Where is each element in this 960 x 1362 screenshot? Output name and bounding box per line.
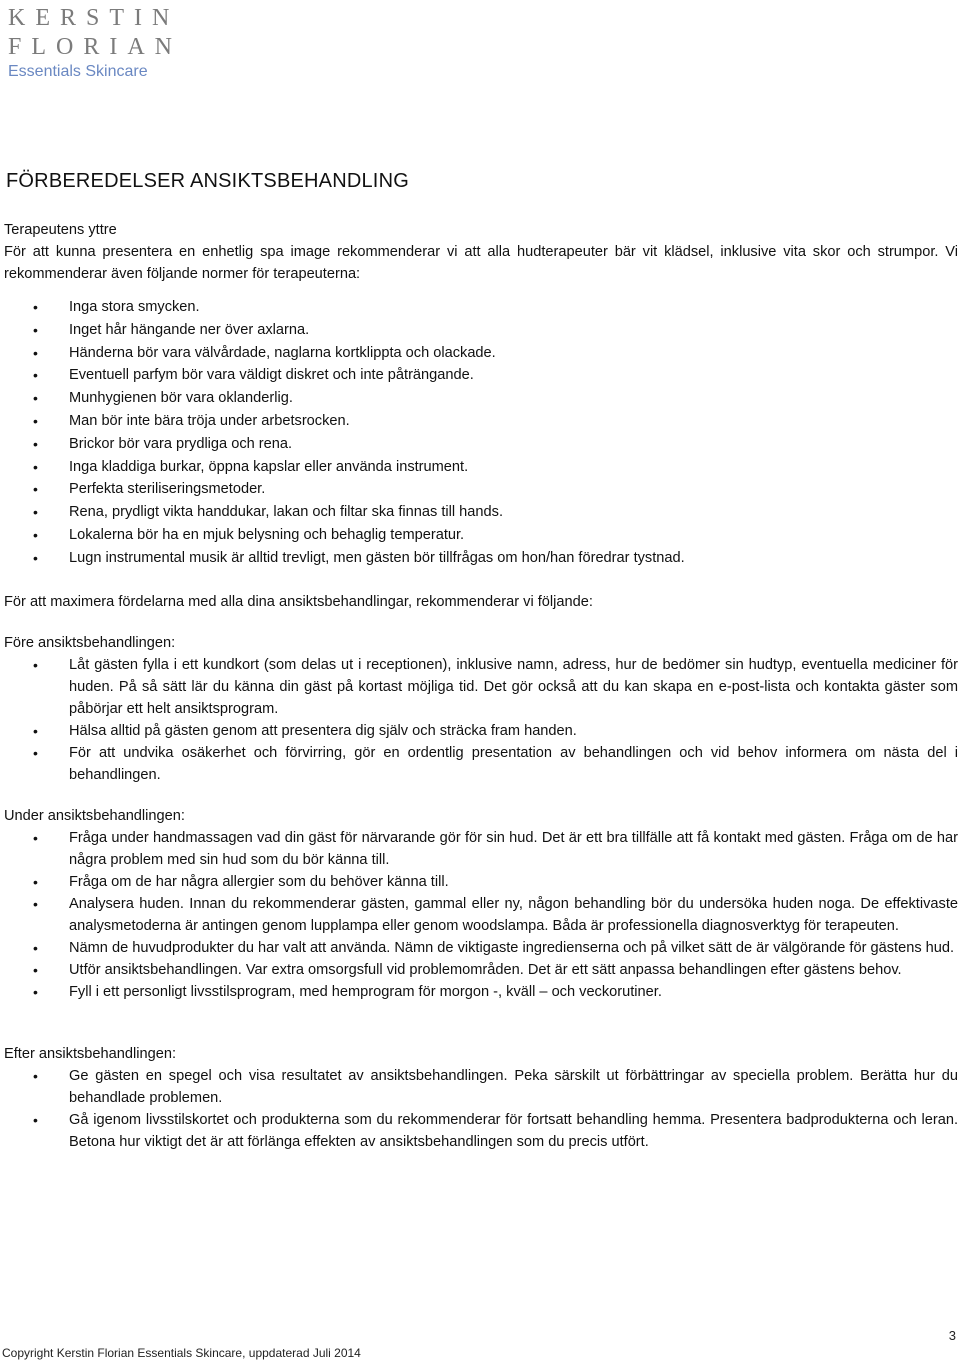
bullet-icon: • [33,344,38,361]
section-heading-after: Efter ansiktsbehandlingen: [4,1045,176,1062]
list-item [4,319,958,342]
list-item-text: Ge gästen en spegel och visa resultatet av ansiktsbehandlingen. Peka särskilt ut förbättringar av speciella problem. Berätta hur du behandlade problemen. [69,1067,958,1106]
bullet-icon: • [33,390,38,407]
bullet-icon: • [33,458,38,475]
list-item-text: Man bör inte bära tröja under arbetsrocken. [69,412,350,429]
list-item-text: Perfekta steriliseringsmetoder. [69,481,266,498]
list-item-text: Nämn de huvudprodukter du har valt att använda. Nämn de viktigaste ingredienserna och på vilket sätt de är välgörande för gästens hud. [69,939,955,956]
bullet-icon: • [33,299,38,315]
list-item-text: Fråga under handmassagen vad din gäst för närvarande gör för sin hud. Det är ett bra tillfälle att få kontakt med gästen. Fråga om de har några problem med sin hud som du bör känna till. [69,829,958,868]
list-item-text: Analysera huden. Innan du rekommenderar gästen, gammal eller ny, någon behandling bör du undersöka huden noga. De effektivaste analysmetoderna är antingen genom lupplampa eller genom woodslampa. Båda är professionella diagnosverktyg för terapeuten. [69,895,958,934]
bullet-icon: • [33,1111,38,1128]
section-intro: För att kunna presentera en enhetlig spa image rekommenderar vi att alla hudterapeuter bär vit klädsel, inklusive vita skor och strumpor. Vi rekommenderar även följande normer för terapeuterna: [4,244,958,282]
list-item [4,547,958,570]
logo-text-kerstin: KERSTIN [8,5,180,31]
bullet-icon: • [33,549,38,566]
list-item [4,959,958,981]
list-item-text: Gå igenom livsstilskortet och produkterna som du rekommenderar för fortsatt behandling hemma. Presentera badprodukterna och leran. Betona hur viktigt det är att förlänga effekten av ansiktsbehandlingen som du precis utfört. [69,1111,958,1150]
list-item-text: Brickor bör vara prydliga och rena. [69,435,293,452]
list-item [4,654,958,720]
bullet-icon: • [33,321,38,338]
list-item-text: Låt gästen fylla i ett kundkort (som delas ut i receptionen), inklusive namn, adress, hur de bedömer sin hudtyp, eventuella mediciner för huden. På så sätt lär du känna din gäst på kortast möjliga tid. Det gör också att du kan skapa en e-post-lista och kontakta gäster som påbörjar ett helt ansiktsprogram. [69,656,958,717]
list-item [4,937,958,959]
list-item [4,981,958,1003]
list-item [4,364,958,387]
section-heading-during: Under ansiktsbehandlingen: [4,807,185,824]
bullet-icon: • [33,829,38,846]
logo-text-essentials: Essentials Skincare [8,63,148,80]
maximize-paragraph: För att maximera fördelarna med alla dina ansiktsbehandlingar, rekommenderar vi följande: [4,593,593,610]
company-logo [8,4,208,82]
list-item [4,501,958,524]
list-item-text: Hälsa alltid på gästen genom att presentera dig själv och sträcka fram handen. [69,722,577,739]
bullet-icon: • [33,412,38,429]
bullet-icon: • [33,367,38,384]
bullet-icon: • [33,873,38,890]
page-number: 3 [948,1328,956,1343]
after-treatment-list [4,1065,958,1153]
bullet-icon: • [33,504,38,521]
list-item-text: Händerna bör vara välvårdade, naglarna kortklippta och olackade. [69,344,496,361]
list-item-text: För att undvika osäkerhet och förvirring, gör en ordentlig presentation av behandlingen och vid behov informera om nästa del i behandlingen. [69,744,958,783]
list-item [4,456,958,479]
list-item-text: Inget hår hängande ner över axlarna. [69,321,310,338]
bullet-icon: • [33,939,38,956]
bullet-icon: • [33,983,38,1000]
section-heading-therapist: Terapeutens yttre [4,222,117,238]
list-item-text: Inga kladdiga burkar, öppna kapslar eller använda instrument. [69,458,469,475]
list-item [4,827,958,871]
bullet-icon: • [33,481,38,498]
list-item [4,524,958,547]
list-item-text: Lokalerna bör ha en mjuk belysning och behaglig temperatur. [69,526,465,543]
list-item [4,296,958,319]
list-item [4,742,958,786]
section-heading-before: Före ansiktsbehandlingen: [4,634,176,651]
bullet-icon: • [33,722,38,739]
list-item [4,1065,958,1109]
list-item [4,433,958,456]
during-treatment-list [4,827,958,1003]
bullet-icon: • [33,656,38,673]
bullet-icon: • [33,961,38,978]
footer-copyright: Copyright Kerstin Florian Essentials Skincare, uppdaterad Juli 2014 [2,1346,361,1360]
list-item-text: Inga stora smycken. [69,299,200,315]
list-item [4,387,958,410]
list-item [4,1109,958,1153]
list-item [4,478,958,501]
list-item-text: Rena, prydligt vikta handdukar, lakan och filtar ska finnas till hands. [69,504,503,521]
logo-text-florian: FLORIAN [8,34,183,60]
list-item-text: Munhygienen bör vara oklanderlig. [69,390,293,407]
before-treatment-list [4,654,958,786]
bullet-icon: • [33,435,38,452]
bullet-icon: • [33,895,38,912]
list-item-text: Utför ansiktsbehandlingen. Var extra omsorgsfull vid problemområden. Det är ett sätt anpassa behandlingen efter gästens behov. [69,961,902,978]
list-item [4,410,958,433]
therapist-norms-list [4,296,958,570]
list-item [4,342,958,365]
bullet-icon: • [33,744,38,761]
page-title: FÖRBEREDELSER ANSIKTSBEHANDLING [6,170,409,192]
list-item-text: Lugn instrumental musik är alltid trevligt, men gästen bör tillfrågas om hon/han föredrar tystnad. [69,549,685,566]
list-item [4,893,958,937]
list-item-text: Eventuell parfym bör vara väldigt diskret och inte påträngande. [69,367,474,384]
list-item [4,871,958,893]
bullet-icon: • [33,526,38,543]
document-body [4,219,958,1153]
list-item-text: Fyll i ett personligt livsstilsprogram, med hemprogram för morgon -, kväll – och veckorutiner. [69,983,662,1000]
list-item [4,720,958,742]
list-item-text: Fråga om de har några allergier som du behöver känna till. [69,873,449,890]
bullet-icon: • [33,1067,38,1084]
